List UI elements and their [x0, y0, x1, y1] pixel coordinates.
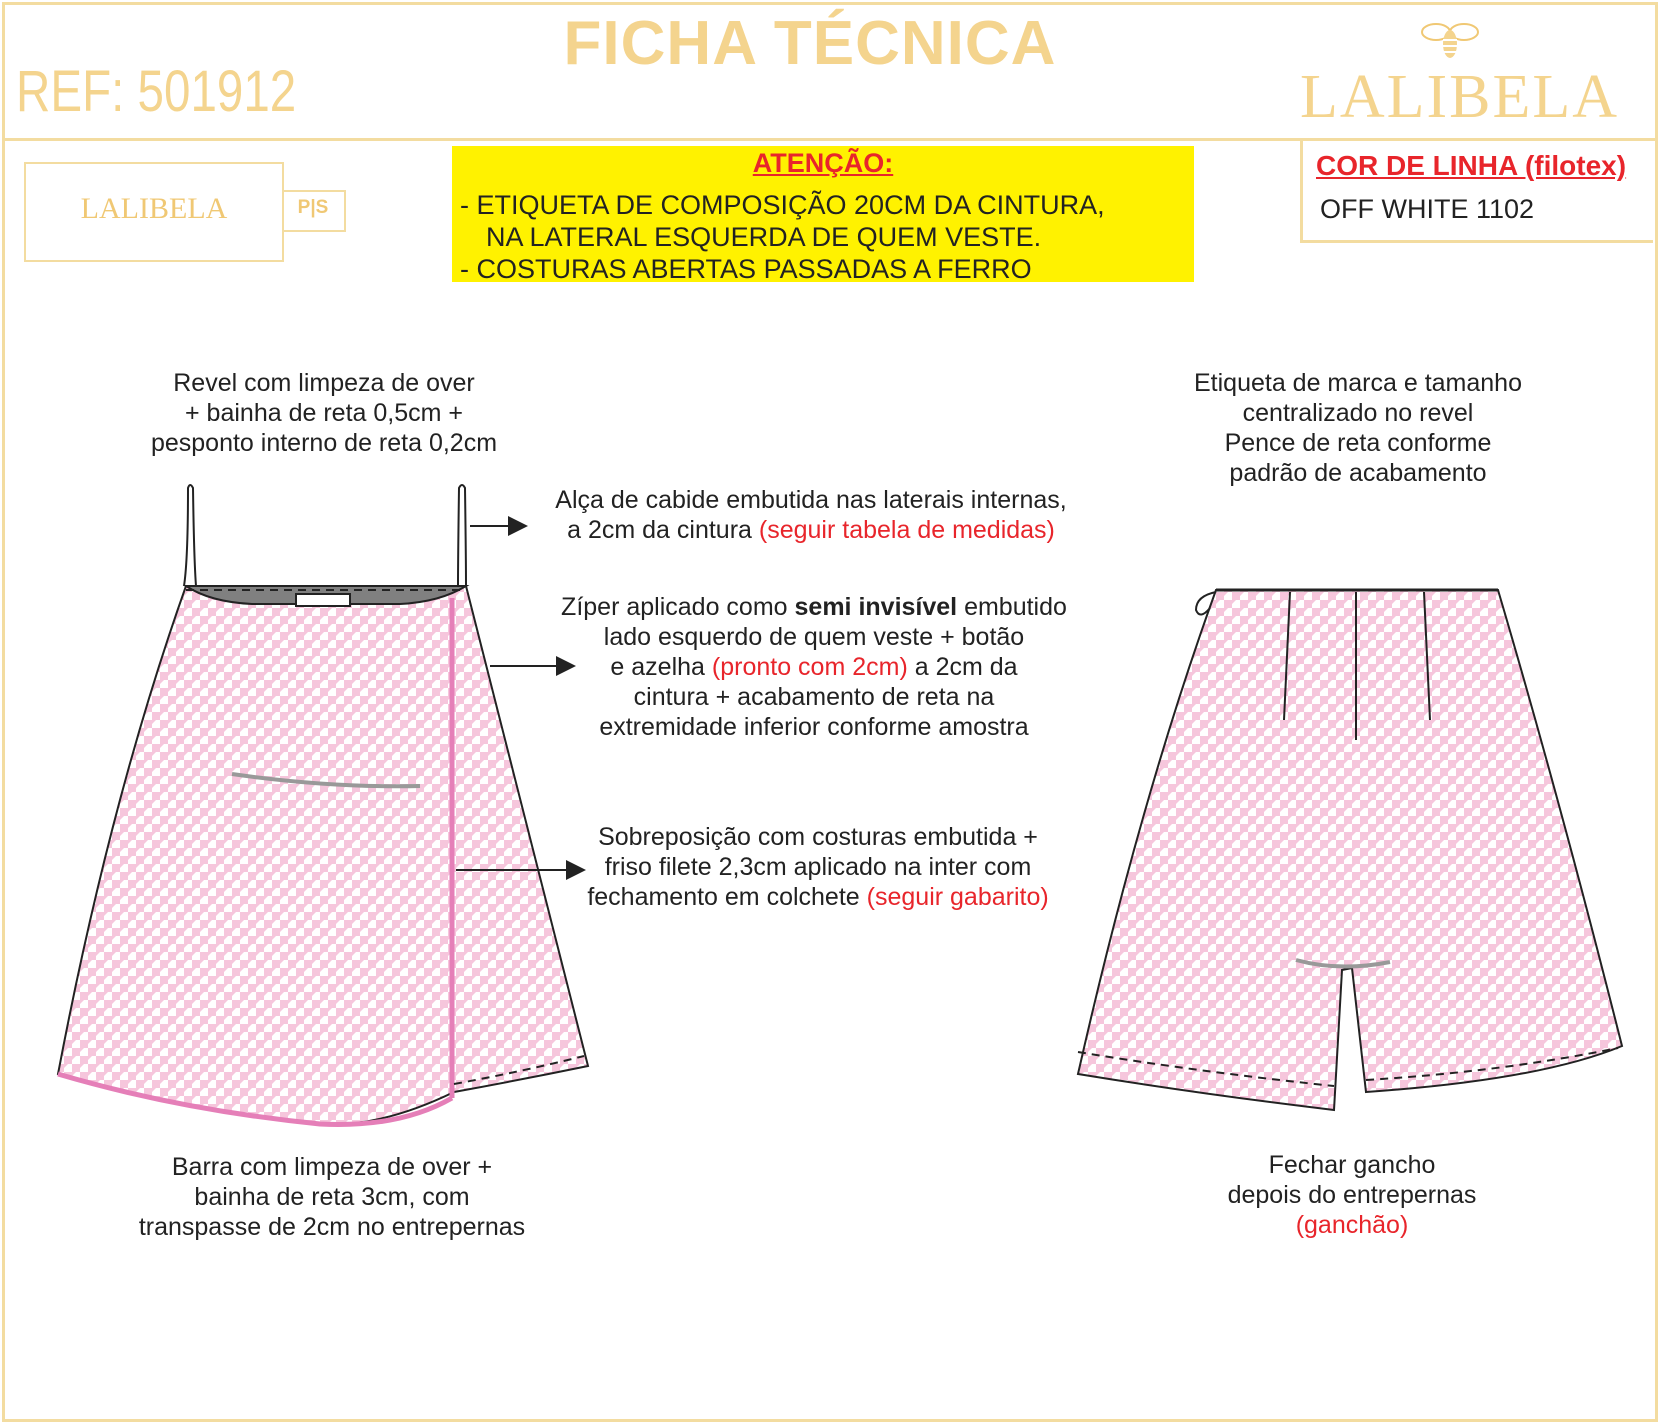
note-barra-line-1: Barra com limpeza de over + — [171, 1153, 493, 1181]
note-sobreposicao — [568, 822, 1068, 912]
note-revel-line-3: pesponto interno de reta 0,2cm — [150, 429, 498, 457]
note-etiqueta-line-2: centralizado no revel — [1242, 399, 1474, 427]
size-tag-text: P|S — [297, 197, 329, 218]
note-barra — [116, 1152, 548, 1242]
note-sobreposicao-line-3: fechamento em colchete — [587, 883, 860, 911]
note-revel — [138, 368, 510, 458]
note-ziper-3-red: (pronto com 2cm) — [711, 653, 908, 681]
note-alca-line-2: a 2cm da cintura — [567, 516, 752, 544]
thread-color-title: COR DE LINHA (filotex) — [1316, 150, 1627, 181]
note-ziper-1b: semi invisível — [794, 593, 958, 621]
note-sobreposicao-line-2: friso filete 2,3cm aplicado na inter com — [604, 853, 1032, 881]
front-view-drawing — [58, 485, 588, 1124]
note-ziper-1c: embutido — [964, 593, 1067, 621]
thread-color-value: OFF WHITE 1102 — [1320, 194, 1535, 224]
note-ziper-3b: a 2cm da — [914, 653, 1018, 681]
note-alca — [526, 485, 1096, 545]
page-title: FICHA TÉCNICA — [563, 9, 1057, 78]
note-revel-line-1: Revel com limpeza de over — [173, 369, 475, 397]
note-revel-line-2: + bainha de reta 0,5cm + — [185, 399, 463, 427]
back-view-drawing — [1078, 590, 1622, 1110]
attention-line-1: - ETIQUETA DE COMPOSIÇÃO 20CM DA CINTURA, — [460, 190, 1105, 220]
note-etiqueta-line-3: Pence de reta conforme — [1224, 429, 1492, 457]
note-ziper — [536, 592, 1092, 742]
arrow-alca — [470, 516, 528, 536]
brand-logo: LALIBELA — [1300, 63, 1620, 131]
note-gancho-line-1: Fechar gancho — [1268, 1151, 1436, 1179]
note-ziper-1a: Zíper aplicado como — [561, 593, 788, 621]
note-alca-red: (seguir tabela de medidas) — [758, 516, 1055, 544]
note-ziper-line-2: lado esquerdo de quem veste + botão — [603, 623, 1025, 651]
attention-line-3: - COSTURAS ABERTAS PASSADAS A FERRO — [460, 254, 1032, 284]
note-etiqueta-line-1: Etiqueta de marca e tamanho — [1194, 369, 1522, 397]
note-gancho — [1198, 1150, 1506, 1240]
note-ziper-line-5: extremidade inferior conforme amostra — [599, 713, 1029, 741]
note-sobreposicao-red: (seguir gabarito) — [866, 883, 1049, 911]
note-gancho-line-2: depois do entrepernas — [1227, 1181, 1477, 1209]
note-gancho-red: (ganchão) — [1295, 1211, 1409, 1239]
note-ziper-3a: e azelha — [610, 653, 705, 681]
note-barra-line-2: bainha de reta 3cm, com — [194, 1183, 470, 1211]
note-ziper-line-4: cintura + acabamento de reta na — [633, 683, 995, 711]
attention-line-2: NA LATERAL ESQUERDA DE QUEM VESTE. — [486, 222, 1042, 252]
label-brand: LALIBELA — [80, 192, 228, 225]
note-etiqueta-line-4: padrão de acabamento — [1229, 459, 1487, 487]
note-sobreposicao-line-1: Sobreposição com costuras embutida + — [598, 823, 1038, 851]
attention-title: ATENÇÃO: — [752, 148, 894, 178]
reference-code: REF: 501912 — [16, 59, 297, 124]
note-alca-line-1: Alça de cabide embutida nas laterais internas, — [555, 486, 1067, 514]
note-barra-line-3: transpasse de 2cm no entrepernas — [138, 1213, 526, 1241]
note-etiqueta — [1150, 368, 1566, 488]
